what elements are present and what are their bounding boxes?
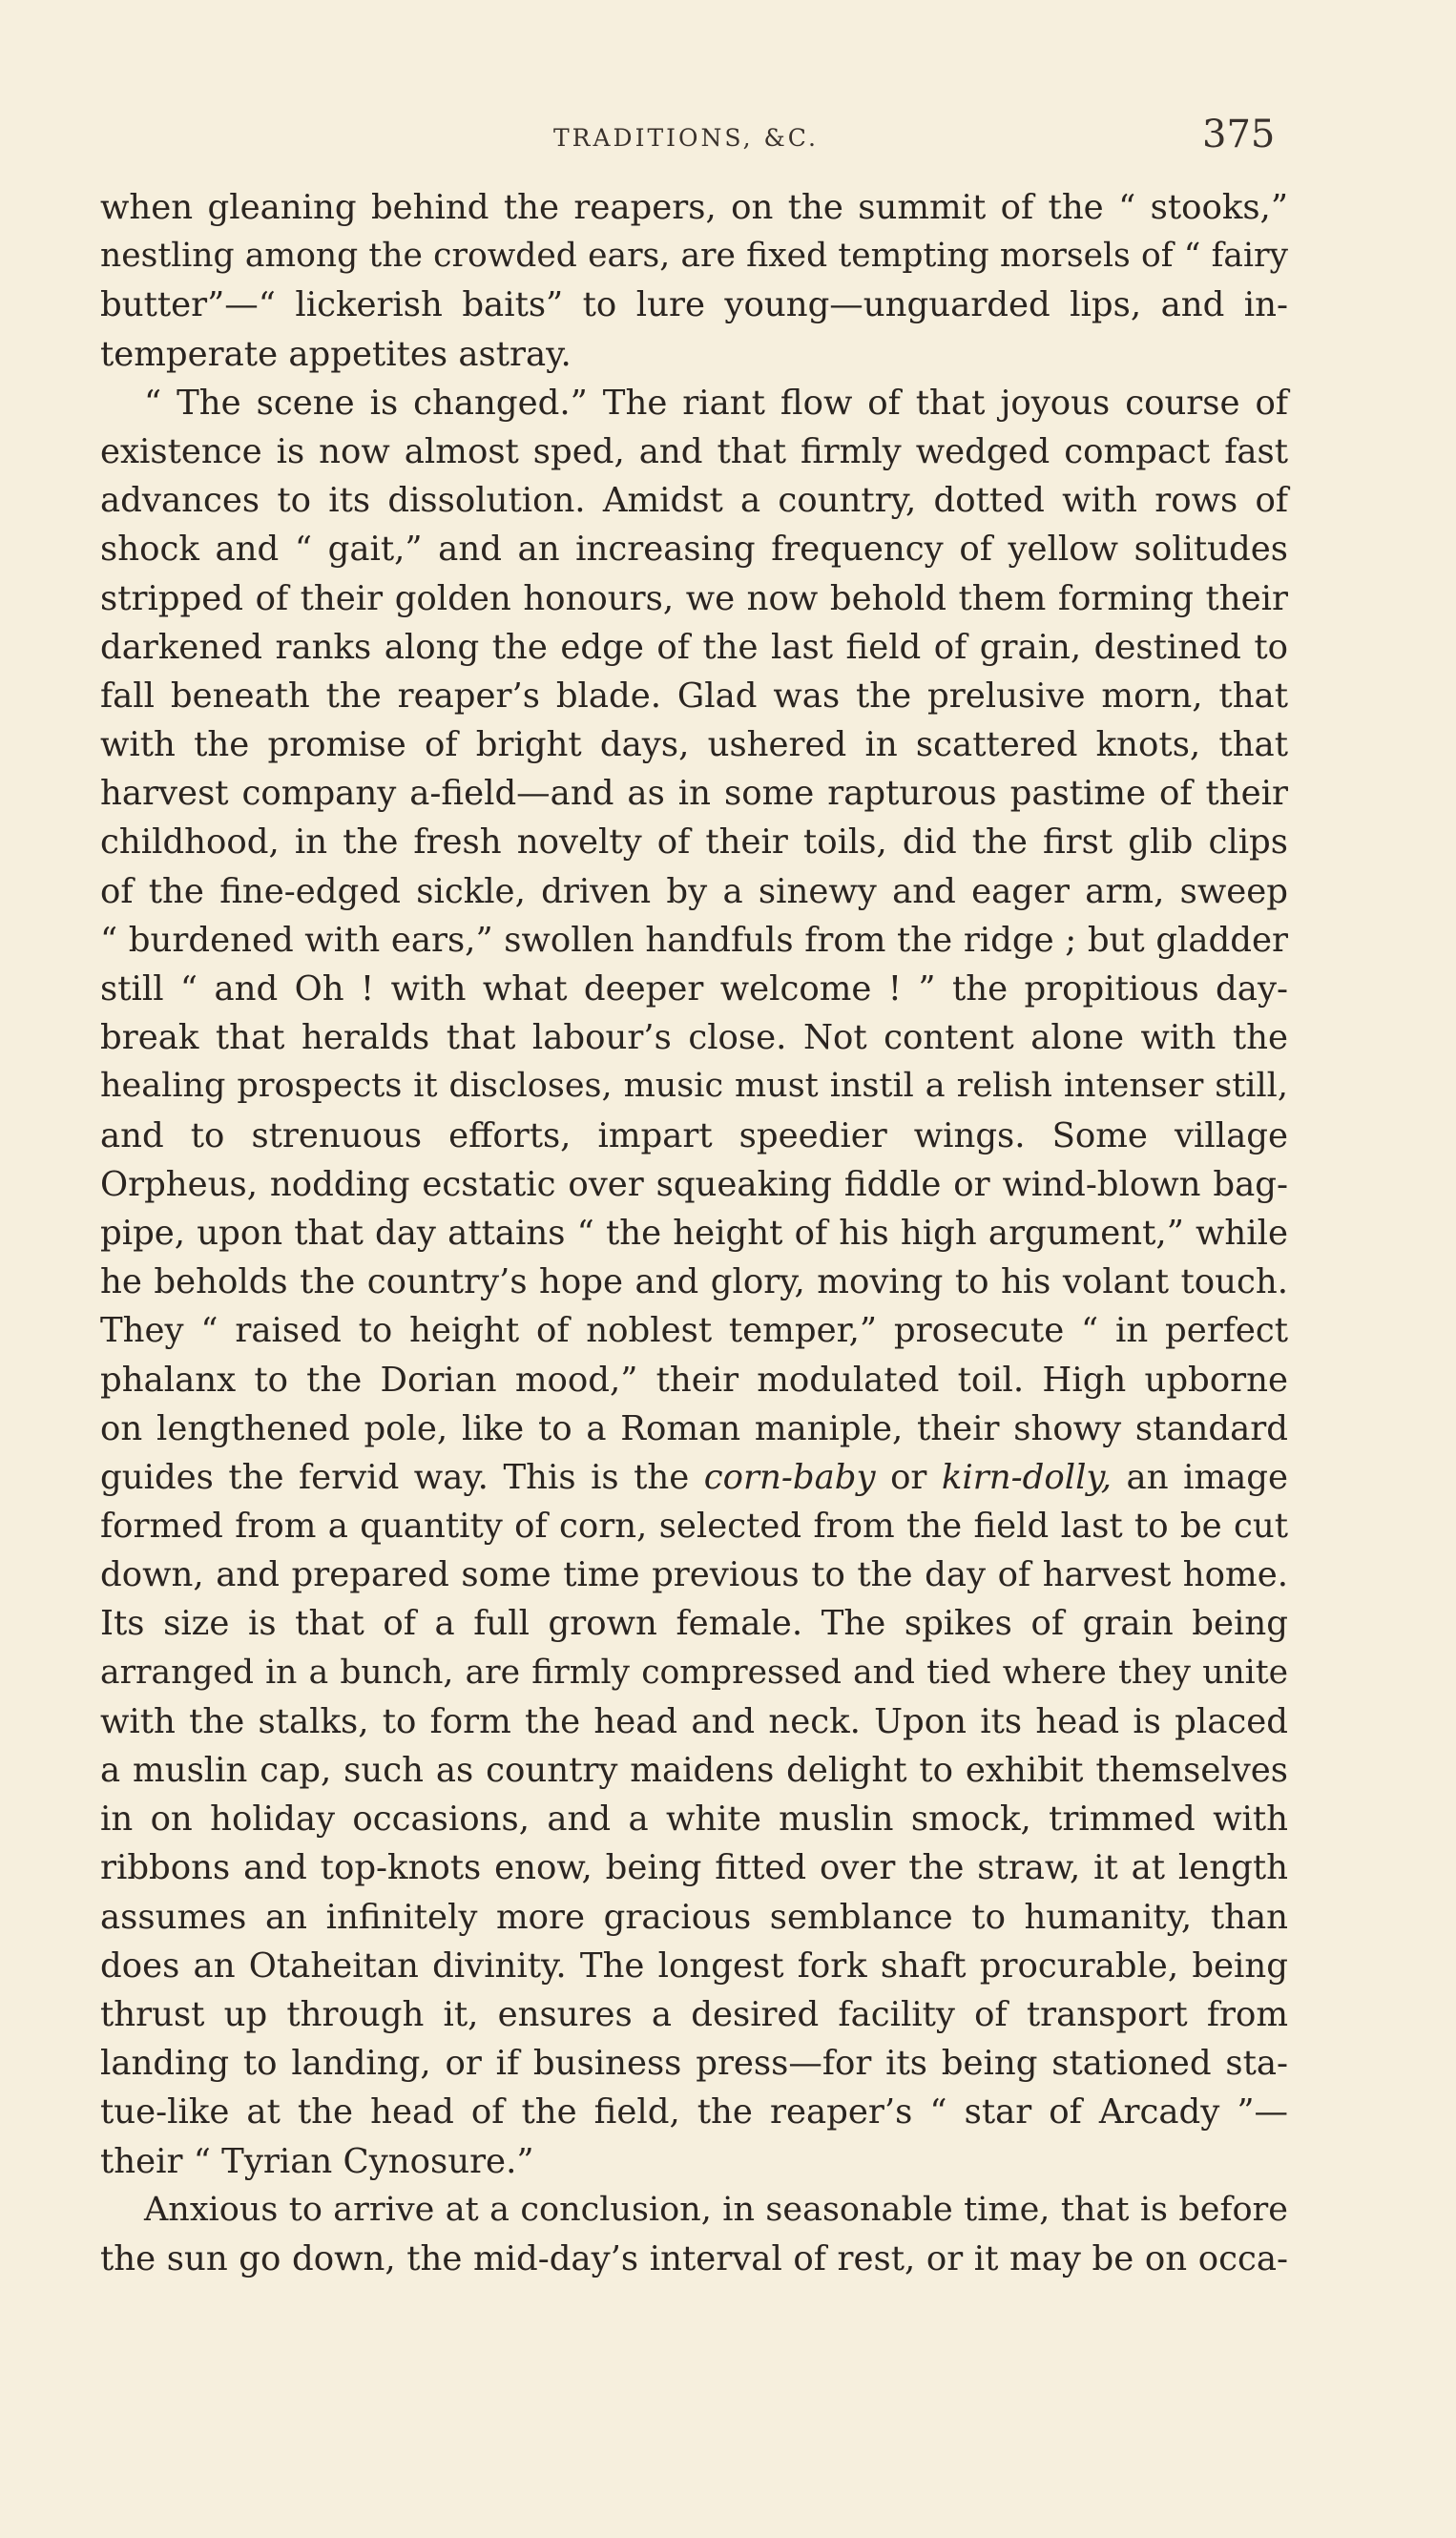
text-line <box>100 1112 1288 1160</box>
text-line <box>100 965 1288 1013</box>
italic-term: corn-baby <box>703 1457 876 1497</box>
text-segment: a muslin cap, such as country maidens delight to exhibit themselves <box>100 1751 1288 1790</box>
text-line <box>100 1356 1288 1404</box>
text-segment: thrust up through it, ensures a desired facility of transport from <box>100 1994 1288 2034</box>
text-segment: fall beneath the reaper’s blade. Glad was the prelusive morn, that <box>100 676 1288 716</box>
text-line <box>100 2137 1288 2186</box>
page-number: 375 <box>1202 113 1276 156</box>
text-segment: ribbons and top-knots enow, being fitted over the straw, it at length <box>100 1848 1288 1888</box>
text-segment: “ The scene is changed.” The riant flow of that joyous course of <box>144 383 1288 423</box>
text-line <box>100 1404 1288 1453</box>
text-line <box>100 574 1288 623</box>
text-segment: does an Otaheitan divinity. The longest fork shaft procurable, being <box>100 1945 1288 1986</box>
text-segment: butter”—“ lickerish baits” to lure young—unguarded lips, and in- <box>100 285 1288 325</box>
running-head <box>0 113 1456 170</box>
text-line <box>100 1013 1288 1062</box>
body-text <box>100 183 1288 2283</box>
text-segment: and to strenuous efforts, impart speedier wings. Some village <box>100 1115 1288 1155</box>
text-segment: advances to its dissolution. Amidst a country, dotted with rows of <box>100 481 1288 521</box>
text-segment: assumes an infinitely more gracious semblance to humanity, than <box>100 1897 1288 1937</box>
text-line <box>100 1893 1288 1942</box>
text-line <box>100 2235 1288 2283</box>
text-line <box>100 232 1288 281</box>
text-segment: harvest company a-field—and as in some rapturous pastime of their <box>100 774 1288 814</box>
text-line <box>100 1453 1288 1502</box>
text-line <box>100 1843 1288 1892</box>
text-line <box>100 379 1288 427</box>
text-line <box>100 1062 1288 1111</box>
text-line <box>100 1258 1288 1306</box>
italic-term: kirn-dolly, <box>941 1457 1113 1497</box>
text-segment: their “ Tyrian Cynosure.” <box>100 2141 534 2181</box>
text-line <box>100 1746 1288 1795</box>
text-line <box>100 1599 1288 1648</box>
text-segment: down, and prepared some time previous to the day of harvest home. <box>100 1555 1288 1595</box>
text-segment: Its size is that of a full grown female. The spikes of grain being <box>100 1604 1288 1644</box>
text-segment: tue-like at the head of the field, the reaper’s “ star of Arcady ”— <box>100 2092 1288 2132</box>
text-line <box>100 2088 1288 2136</box>
text-segment: landing to landing, or if business press—for its being stationed sta- <box>100 2044 1288 2084</box>
text-line <box>100 769 1288 818</box>
text-line <box>100 427 1288 476</box>
text-segment: darkened ranks along the edge of the last field of grain, destined to <box>100 627 1288 667</box>
text-line <box>100 672 1288 720</box>
text-segment: nestling among the crowded ears, are fixed tempting morsels of “ fairy <box>100 237 1288 276</box>
text-segment: Orpheus, nodding ecstatic over squeaking fiddle or wind-blown bag- <box>100 1164 1288 1204</box>
text-segment: phalanx to the Dorian mood,” their modulated toil. High upborne <box>100 1360 1288 1400</box>
text-line <box>100 1502 1288 1550</box>
text-line <box>100 1550 1288 1599</box>
text-segment: still “ and Oh ! with what deeper welcome ! ” the propitious day- <box>100 969 1288 1009</box>
text-segment: “ burdened with ears,” swollen handfuls from the ridge ; but gladder <box>100 920 1288 960</box>
text-segment: on lengthened pole, like to a Roman maniple, their showy standard <box>100 1408 1288 1448</box>
text-line <box>100 916 1288 965</box>
text-segment: childhood, in the fresh novelty of their toils, did the first glib clips <box>100 822 1288 863</box>
text-line <box>100 1649 1288 1697</box>
text-segment: of the fine-edged sickle, driven by a sinewy and eager arm, sweep <box>100 871 1288 911</box>
text-line <box>100 1697 1288 1746</box>
text-line <box>100 1795 1288 1843</box>
text-line <box>100 867 1288 916</box>
text-line <box>100 720 1288 769</box>
text-line <box>100 2186 1288 2235</box>
text-segment: shock and “ gait,” and an increasing frequency of yellow solitudes <box>100 530 1288 570</box>
text-segment: formed from a quantity of corn, selected from the field last to be cut <box>100 1507 1288 1547</box>
text-segment: with the promise of bright days, ushered in scattered knots, that <box>100 725 1288 765</box>
text-segment: or <box>875 1457 942 1497</box>
text-line <box>100 2039 1288 2088</box>
text-segment: They “ raised to height of noblest temper,” prosecute “ in perfect <box>100 1311 1288 1351</box>
text-segment: with the stalks, to form the head and neck. Upon its head is placed <box>100 1701 1288 1741</box>
text-segment: pipe, upon that day attains “ the height of his high argument,” while <box>100 1213 1288 1253</box>
text-line <box>100 476 1288 525</box>
text-line <box>100 1306 1288 1355</box>
text-segment: arranged in a bunch, are firmly compressed and tied where they unite <box>100 1653 1288 1692</box>
text-line <box>100 525 1288 573</box>
text-line <box>100 330 1288 379</box>
text-segment: he beholds the country’s hope and glory, moving to his volant touch. <box>100 1262 1288 1302</box>
text-segment: existence is now almost sped, and that firmly wedged compact fast <box>100 431 1288 471</box>
text-line <box>100 183 1288 232</box>
text-line <box>100 281 1288 329</box>
text-segment: healing prospects it discloses, music must instil a relish intenser still, <box>100 1067 1288 1106</box>
text-line <box>100 623 1288 672</box>
text-segment: the sun go down, the mid-day’s interval of rest, or it may be on occa- <box>100 2238 1288 2278</box>
text-line <box>100 1209 1288 1258</box>
text-line <box>100 818 1288 866</box>
text-segment: temperate appetites astray. <box>100 334 572 374</box>
text-segment: guides the fervid way. This is the <box>100 1457 704 1497</box>
text-segment: an image <box>1112 1457 1288 1497</box>
text-segment: when gleaning behind the reapers, on the summit of the “ stooks,” <box>100 188 1288 227</box>
text-line <box>100 1990 1288 2039</box>
text-segment: Anxious to arrive at a conclusion, in seasonable time, that is before <box>144 2190 1288 2229</box>
text-line <box>100 1160 1288 1209</box>
running-title: TRADITIONS, &C. <box>553 124 819 152</box>
text-segment: break that heralds that labour’s close. Not content alone with the <box>100 1018 1288 1058</box>
text-segment: in on holiday occasions, and a white muslin smock, trimmed with <box>100 1799 1288 1840</box>
text-segment: stripped of their golden honours, we now behold them forming their <box>100 578 1288 618</box>
text-line <box>100 1942 1288 1990</box>
